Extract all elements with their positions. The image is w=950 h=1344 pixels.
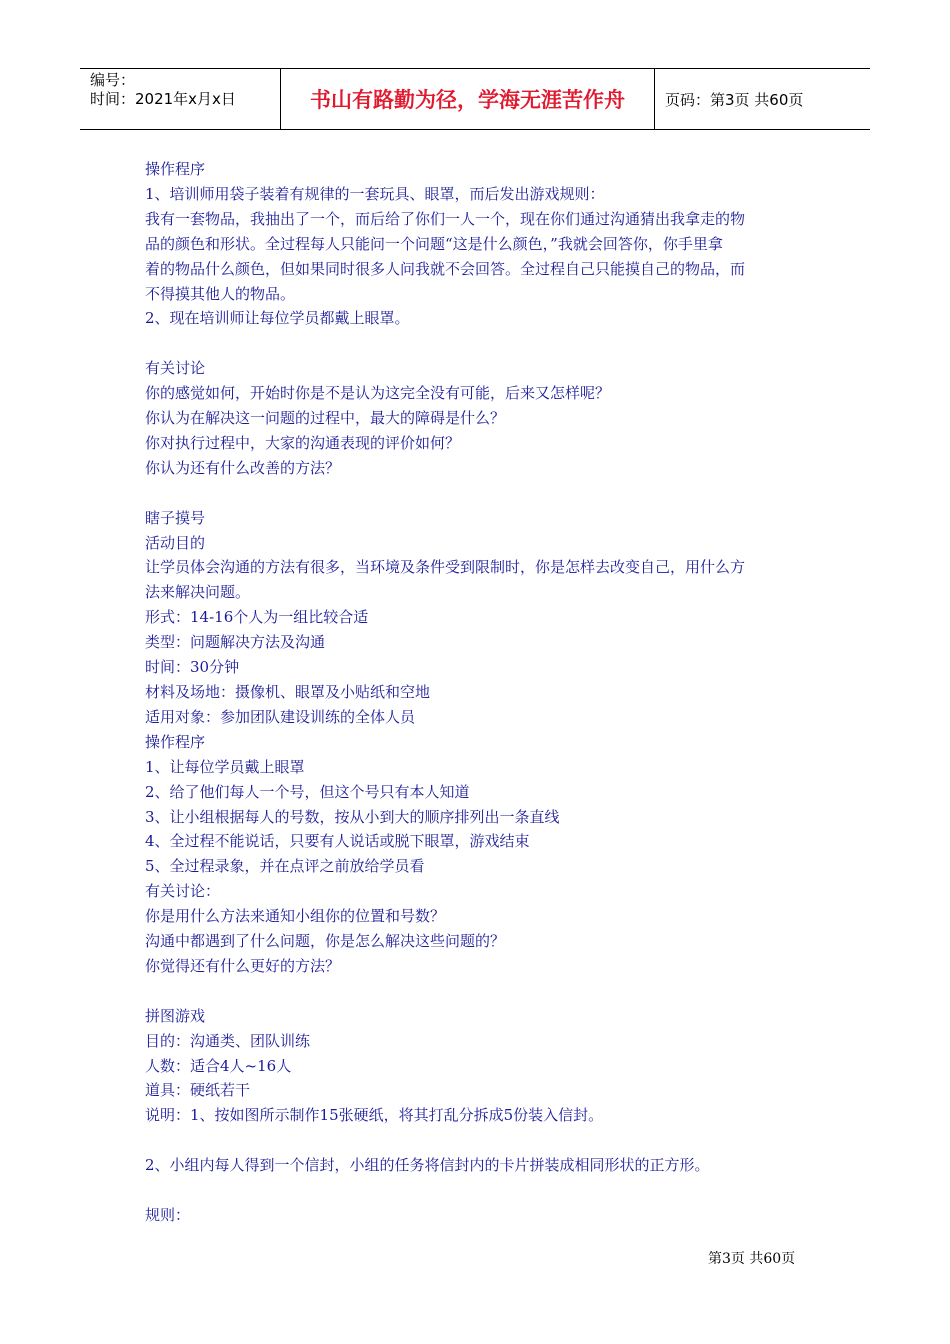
text-line: 我有一套物品，我抽出了一个，而后给了你们一人一个，现在你们通过沟通猜出我拿走的物 <box>145 209 746 228</box>
blank-line <box>145 1178 815 1203</box>
blank-line <box>145 1128 815 1153</box>
text-line: 着的物品什么颜色，但如果同时很多人问我就不会回答。全过程自己只能摸自己的物品，而 <box>145 259 746 278</box>
text-line: 2、给了他们每人一个号，但这个号只有本人知道 <box>145 782 470 801</box>
text-line: 1、培训师用袋子装着有规律的一套玩具、眼罩，而后发出游戏规则： <box>145 184 605 203</box>
text-line: 不得摸其他人的物品。 <box>145 284 296 303</box>
text-line: 你的感觉如何，开始时你是不是认为这完全没有可能，后来又怎样呢？ <box>145 384 611 403</box>
text-line: 目的：沟通类、团队训练 <box>145 1031 311 1050</box>
blank-line <box>145 481 815 506</box>
text-line: 品的颜色和形状。全过程每人只能问一个问题“这是什么颜色，”我就会回答你，你手里拿 <box>145 234 723 253</box>
text-line: 2、小组内每人得到一个信封，小组的任务将信封内的卡片拼装成相同形状的正方形。 <box>145 1156 710 1175</box>
text-line: 适用对象：参加团队建设训练的全体人员 <box>145 707 416 726</box>
text-line: 时间：30分钟 <box>145 658 240 677</box>
text-line: 你觉得还有什么更好的方法？ <box>145 956 341 975</box>
blank-line <box>145 331 815 356</box>
text-line: 1、让每位学员戴上眼罩 <box>145 757 305 776</box>
page-header <box>80 68 870 130</box>
footer-page-number: 第3页 共60页 <box>708 1251 796 1267</box>
text-line: 活动目的 <box>145 533 206 552</box>
text-line: 说明：1、按如图所示制作15张硬纸，将其打乱分拆成5份装入信封。 <box>145 1106 604 1125</box>
text-line: 操作程序 <box>145 160 206 178</box>
text-line: 4、全过程不能说话，只要有人说话或脱下眼罩，游戏结束 <box>145 832 530 851</box>
date-label: 时间：2021年x月x日 <box>90 90 236 108</box>
text-line: 5、全过程录象，并在点评之前放给学员看 <box>145 857 425 876</box>
text-line: 你认为在解决这一问题的过程中，最大的障碍是什么？ <box>145 409 506 428</box>
header-motto: 书山有路勤为径，学海无涯苦作舟 <box>281 69 655 129</box>
blank-line <box>145 979 815 1004</box>
text-line: 形式：14-16个人为一组比较合适 <box>145 608 369 627</box>
text-line: 你认为还有什么改善的方法？ <box>145 458 341 477</box>
text-line: 沟通中都遇到了什么问题，你是怎么解决这些问题的？ <box>145 932 506 951</box>
text-line: 3、让小组根据每人的号数，按从小到大的顺序排列出一条直线 <box>145 807 560 826</box>
text-line: 规则： <box>145 1205 191 1224</box>
text-line: 瞎子摸号 <box>145 508 206 527</box>
header-page-number: 页码：第3页 共60页 <box>665 90 804 109</box>
text-line: 操作程序 <box>145 732 206 751</box>
document-body <box>145 157 815 1228</box>
number-label: 编号： <box>90 71 136 89</box>
text-line: 材料及场地：摄像机、眼罩及小贴纸和空地 <box>145 683 431 701</box>
text-line: 你对执行过程中，大家的沟通表现的评价如何？ <box>145 433 461 452</box>
text-line: 2、现在培训师让每位学员都戴上眼罩。 <box>145 309 410 328</box>
text-line: 拼图游戏 <box>145 1006 206 1025</box>
text-line: 有关讨论： <box>145 882 221 901</box>
text-line: 道具：硬纸若干 <box>145 1081 251 1100</box>
text-line: 类型：问题解决方法及沟通 <box>145 633 326 652</box>
text-line: 法来解决问题。 <box>145 583 251 602</box>
text-line: 人数：适合4人~16人 <box>145 1056 292 1075</box>
header-meta <box>80 69 281 129</box>
text-line: 让学员体会沟通的方法有很多，当环境及条件受到限制时，你是怎样去改变自己，用什么方 <box>145 558 746 577</box>
text-line: 你是用什么方法来通知小组你的位置和号数？ <box>145 907 446 926</box>
text-line: 有关讨论 <box>145 359 206 378</box>
